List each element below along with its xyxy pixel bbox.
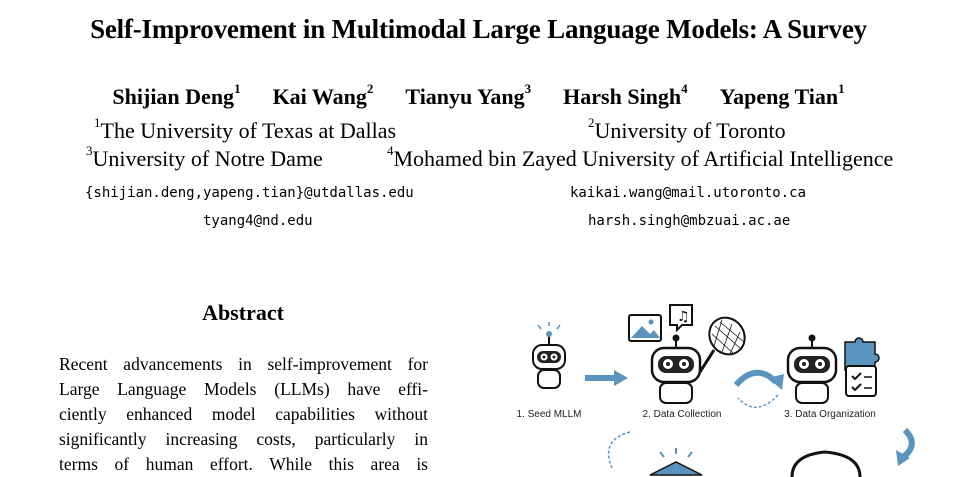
abstract-line: Large Language Models (LLMs) have effi- [59, 379, 428, 399]
author: Tianyu Yang$^3$ [405, 81, 532, 109]
pipeline-figure [500, 290, 957, 477]
robot-icon [788, 335, 836, 404]
abstract-line: ciently enhanced model capabilities without [59, 404, 428, 424]
step-label: 1. Seed MLLM [516, 409, 582, 420]
affiliation: $^4$Mohamed bin Zayed University of Artificial Intelligence [387, 143, 894, 171]
affiliation: $^1$The University of Texas at Dallas [94, 115, 397, 143]
author: Shijian Deng$^1$ [112, 81, 241, 109]
robot-icon [652, 335, 700, 404]
image-icon [629, 315, 661, 341]
email: {shijian.deng,yapeng.tian}@utdallas.edu [85, 185, 414, 201]
author: Yapeng Tian$^1$ [719, 81, 845, 109]
abstract-heading: Abstract [202, 300, 284, 325]
graduation-cap-icon [650, 448, 702, 475]
abstract-line: Recent advancements in self-improvement for [59, 354, 428, 374]
abstract-line: significantly increasing costs, particularly in [59, 429, 428, 449]
step-label: 3. Data Organization [784, 409, 876, 420]
step-label: 2. Data Collection [642, 409, 722, 420]
robot-icon [792, 452, 860, 477]
affiliation: $^3$University of Notre Dame [86, 143, 323, 171]
svg-text:♫: ♫ [677, 309, 690, 325]
email: harsh.singh@mbzuai.ac.ae [588, 213, 791, 229]
paper-title: Self-Improvement in Multimodal Large Language Models: A Survey [90, 14, 867, 44]
robot-icon [533, 322, 565, 388]
author: Harsh Singh$^4$ [563, 81, 688, 109]
music-note-icon [670, 305, 692, 330]
affiliation: $^2$University of Toronto [588, 115, 786, 143]
email: kaikai.wang@mail.utoronto.ca [570, 185, 807, 201]
email: tyang4@nd.edu [203, 213, 313, 229]
author: Kai Wang$^2$ [272, 81, 374, 109]
abstract-line: terms of human effort. While this area is [59, 454, 428, 474]
checklist-icon [846, 366, 876, 396]
butterfly-net-icon [700, 311, 752, 372]
author-list [0, 81, 957, 110]
abstract-body [59, 352, 428, 477]
